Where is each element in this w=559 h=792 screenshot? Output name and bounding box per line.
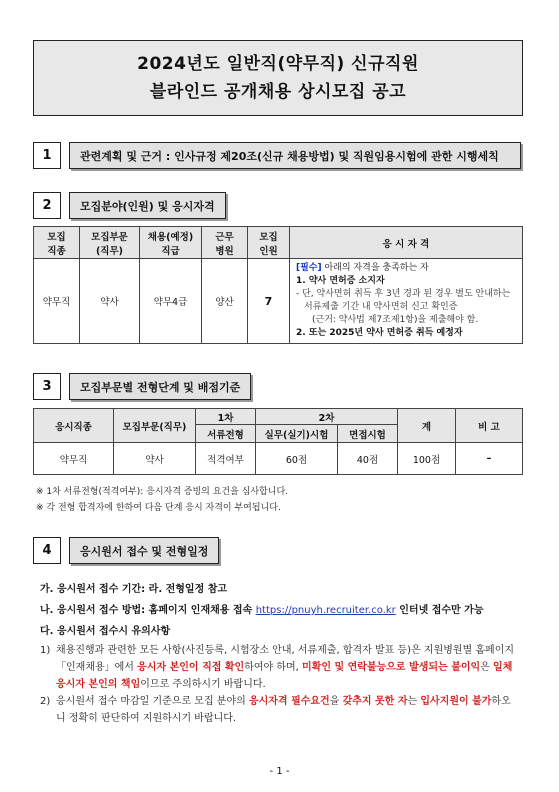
- cell-total: 100점: [398, 443, 456, 475]
- header-interview: 면접시험: [338, 425, 398, 443]
- caution-1-text: 채용진행과 관련한 모든 사항(사진등록, 시험장소 안내, 서류제출, 합격자 발표 등)은 지원병원별 홈페이지「인재채용」에서: [56, 645, 515, 673]
- note-1: ※ 1차 서류전형(적격여부): 응시자격 증빙의 요건을 심사합니다.: [36, 487, 289, 497]
- cell-practical: 60점: [256, 443, 338, 475]
- caution-2: [40, 693, 520, 727]
- title-box: [33, 40, 523, 116]
- cell-remarks: –: [456, 443, 523, 475]
- section3-label: 모집부문별 전형단계 및 배점기준: [69, 373, 251, 400]
- caution-1-text-3: 은: [480, 662, 494, 673]
- header-count: 모집 인원: [248, 227, 290, 259]
- section1-label: 관련계획 및 근거 : 인사규정 제20조(신규 채용방법) 및 직원임용시험에 관한 시행세칙: [69, 142, 521, 169]
- page-title-line2: 블라인드 공개채용 상시모집 공고: [149, 82, 407, 102]
- table-row: [34, 443, 523, 475]
- section3-number: 3: [33, 373, 61, 400]
- caution-1-number: 1): [40, 645, 51, 656]
- qualification-1-note2: (근거: 약사법 제7조제1항)을 제출해야 함.: [312, 315, 479, 325]
- caution-1: [40, 642, 520, 693]
- header-second-stage: 2차: [256, 409, 398, 425]
- cell-interview: 40점: [338, 443, 398, 475]
- section4-label: 응시원서 접수 및 전형일정: [69, 537, 219, 564]
- caution-1-text-2: 하여야 하며,: [244, 662, 303, 673]
- caution-2-text: 응시원서 접수 마감일 기준으로 모집 분야의: [56, 696, 249, 707]
- section2-number: 2: [33, 192, 61, 219]
- item-b: [40, 601, 484, 616]
- note-2: ※ 각 전형 합격자에 한하여 다음 단계 응시 자격이 부여됩니다.: [36, 503, 281, 513]
- cell-dept: 약사: [80, 259, 140, 344]
- cell-grade: 약무4급: [140, 259, 202, 344]
- qualification-1-note: - 단, 약사면허 취득 후 3년 경과 된 경우 별도 안내하는 서류제출 기간 내 약사면허 신고 확인증: [296, 289, 511, 312]
- item-a: 가. 응시원서 접수 기간: 라. 전형일정 참고: [40, 584, 228, 595]
- page-number: - 1 -: [269, 766, 290, 777]
- item-b-post: 인터넷 접수만 가능: [395, 605, 484, 616]
- cell-apply-dept: 약사: [114, 443, 196, 475]
- cell-count: 7: [248, 259, 290, 344]
- cell-apply-type: 약무직: [34, 443, 114, 475]
- section1-header: [33, 142, 521, 169]
- caution-1-emph-3: 일체 응시자 본인의 책임: [56, 662, 513, 690]
- qualification-1: 1. 약사 면허증 소지자: [296, 276, 385, 286]
- item-b-pre: 나. 응시원서 접수 방법: 홈페이지 인재채용 접속: [40, 605, 256, 616]
- must-intro: 아래의 자격을 충족하는 자: [321, 263, 429, 273]
- caution-2-emph-3: 입사지원이 불가: [420, 696, 492, 707]
- header-total: 계: [398, 409, 456, 443]
- caution-2-text-4: 하오니 정확히 판단하여 지원하시기 바랍니다.: [56, 696, 511, 724]
- header-practical-exam: 실무(실기)시험: [256, 425, 338, 443]
- caution-2-number: 2): [40, 696, 51, 707]
- header-grade: 채용(예정) 직급: [140, 227, 202, 259]
- scoring-table: [33, 408, 523, 475]
- caution-2-emph-1: 응시자격 필수요건: [248, 696, 330, 707]
- table-row: [34, 259, 523, 344]
- cell-qualification: [290, 259, 523, 344]
- must-tag: [필수]: [296, 263, 322, 273]
- header-type: 모집 직종: [34, 227, 80, 259]
- header-apply-dept: 모집부문(직무): [114, 409, 196, 443]
- section3-header: [33, 373, 251, 400]
- header-first-stage: 1차: [196, 409, 256, 425]
- cell-hospital: 양산: [202, 259, 248, 344]
- caution-2-emph-2: 갖추지 못한 자: [342, 696, 408, 707]
- caution-2-text-3: 는: [407, 696, 421, 707]
- section1-number: 1: [33, 142, 61, 169]
- section2-header: [33, 192, 226, 219]
- recruitment-table: [33, 226, 523, 344]
- header-dept: 모집부문 (직무): [80, 227, 140, 259]
- cell-type: 약무직: [34, 259, 80, 344]
- caution-1-text-4: 이므로 주의하시기 바랍니다.: [140, 679, 266, 690]
- header-apply-type: 응시직종: [34, 409, 114, 443]
- page-title-line1: 2024년도 일반직(약무직) 신규직원: [137, 54, 419, 74]
- cell-document: 적격여부: [196, 443, 256, 475]
- header-qualification: 응 시 자 격: [290, 227, 523, 259]
- section4-number: 4: [33, 537, 61, 564]
- header-document-screening: 서류전형: [196, 425, 256, 443]
- qualification-2: 2. 또는 2025년 약사 면허증 취득 예정자: [296, 328, 463, 338]
- header-hospital: 근무 병원: [202, 227, 248, 259]
- recruit-site-link[interactable]: https://pnuyh.recruiter.co.kr: [255, 605, 396, 616]
- header-remarks: 비 고: [456, 409, 523, 443]
- section2-label: 모집분야(인원) 및 응시자격: [69, 192, 226, 219]
- caution-1-emph-1: 응시자 본인이 직접 확인: [137, 662, 245, 673]
- item-c: 다. 응시원서 접수시 유의사항: [40, 626, 171, 637]
- section4-header: [33, 537, 219, 564]
- caution-1-emph-2: 미확인 및 연락불능으로 발생되는 불이익: [302, 662, 481, 673]
- caution-2-text-2: 을: [329, 696, 343, 707]
